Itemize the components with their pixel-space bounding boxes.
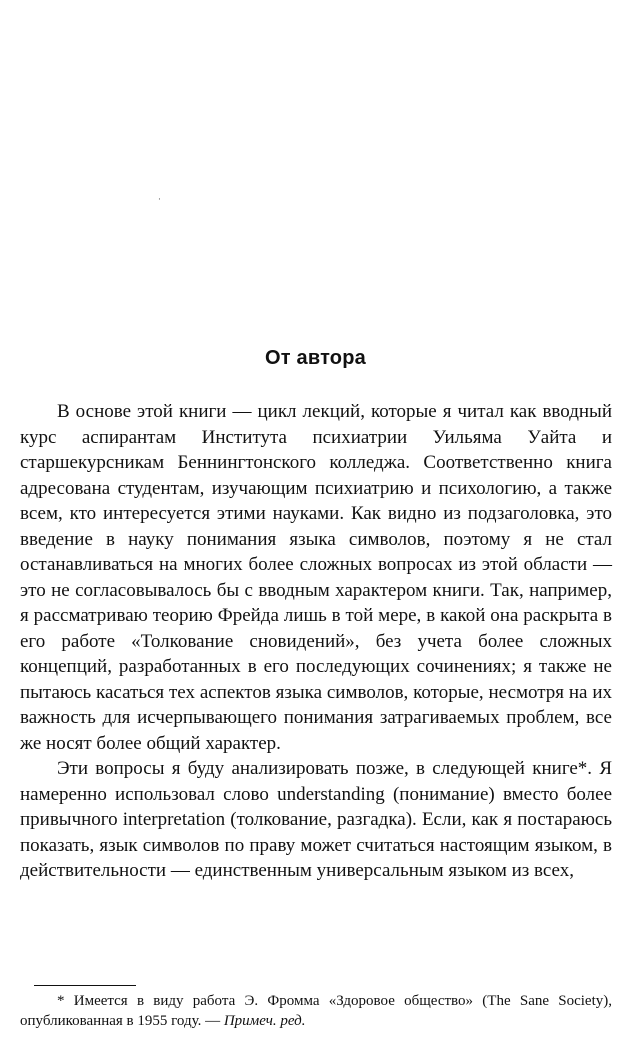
footnote-editor-note: Примеч. ред. xyxy=(223,1013,306,1029)
paragraph-2: Эти вопросы я буду анализировать позже, в следующей книге*. Я намеренно использовал слово understanding (понимание) вместо более привычного interpretation (толкование, разгадка). Если, как я постараюсь показать, язык символов по праву может считаться настоящим языком, в действительности — единственным универсальным языком из всех, xyxy=(20,758,612,881)
footnote-divider xyxy=(34,985,136,986)
footnote-text: * Имеется в виду работа Э. Фромма «Здоровое общество» (The Sane Society), опубликованная в 1955 году. — xyxy=(20,993,612,1029)
footnote xyxy=(20,991,612,1031)
paragraph-1: В основе этой книги — цикл лекций, которые я читал как вводный курс аспирантам Института психиатрии Уильяма Уайта и старшекурсникам Беннингтонского колледжа. Соответственно книга адресована студентам, изучающим психиатрию и психологию, а также всем, кто интересуется этими науками. Как видно из подзаголовка, это введение в науку понимания языка символов, поэтому я не стал останавливаться на многих более сложных вопросах из этой области — это не согласовывалось бы с вводным характером книги. Так, например, я рассматриваю теорию Фрейда лишь в той мере, в какой она раскрыта в его работе «Толкование сновидений», без учета более сложных концепций, разработанных в его последующих сочинениях; я также не пытаюсь касаться тех аспектов языка символов, которые, несмотря на их важность для исчерпывающего понимания затрагиваемых проблем, все же носят более общий характер. xyxy=(20,401,612,754)
body-text xyxy=(20,399,612,884)
stray-mark: · xyxy=(158,195,161,205)
section-heading: От автора xyxy=(265,347,366,369)
footnote-paragraph xyxy=(20,991,612,1031)
